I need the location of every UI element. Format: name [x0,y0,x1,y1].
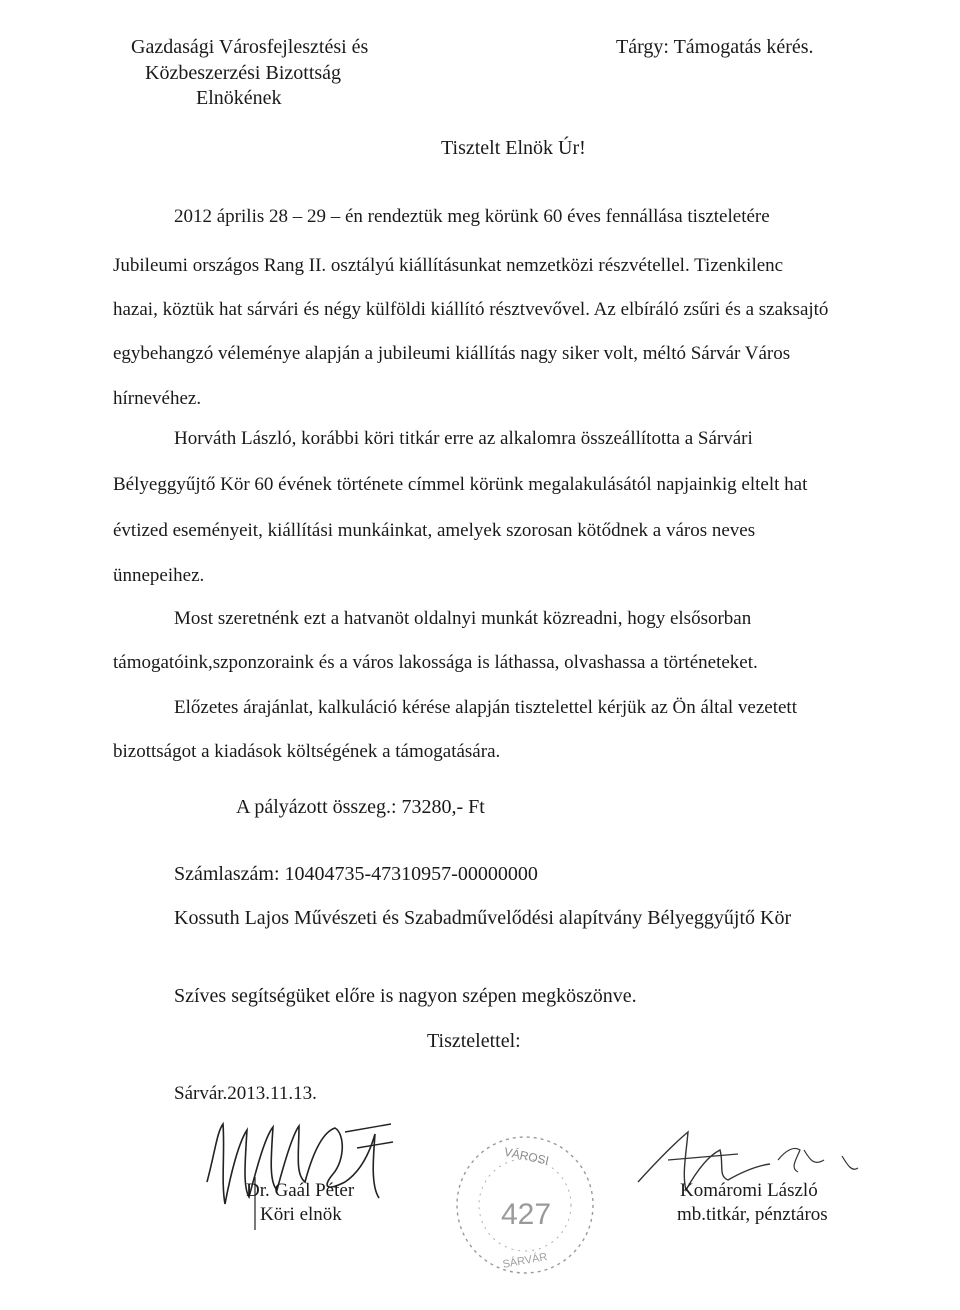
paragraph-3-line-2: támogatóink,szponzoraink és a város lakossága is láthassa, olvashassa a történeteket. [113,652,758,673]
closing: Tisztelettel: [427,1030,521,1052]
salutation: Tisztelt Elnök Úr! [441,137,586,159]
account-number: Számlaszám: 10404735-47310957-00000000 [174,863,538,885]
paragraph-2-line-2: Bélyeggyűjtő Kör 60 évének története címmel körünk megalakulásától napjainkig eltelt hat [113,474,808,495]
subject-line: Tárgy: Támogatás kérés. [616,36,814,58]
right-signer-title: mb.titkár, pénztáros [677,1204,828,1225]
left-signer-title: Köri elnök [260,1204,342,1225]
addressee-line-1: Gazdasági Városfejlesztési és [131,36,369,58]
addressee-line-2: Közbeszerzési Bizottság [145,62,342,84]
requested-amount: A pályázott összeg.: 73280,- Ft [236,796,485,818]
thanks-line: Szíves segítségüket előre is nagyon szépen megköszönve. [174,985,637,1007]
foundation-name: Kossuth Lajos Művészeti és Szabadművelődési alapítvány Bélyeggyűjtő Kör [174,907,792,929]
left-signer-name: Dr. Gaál Péter [246,1180,355,1201]
paragraph-1-line-4: egybehangzó véleménye alapján a jubileumi kiállítás nagy siker volt, méltó Sárvár Város [113,343,791,364]
right-signer-name: Komáromi László [680,1180,818,1201]
addressee-line-3: Elnökének [196,87,282,109]
stamp-number: 427 [501,1198,552,1231]
paragraph-2-line-3: évtized eseményeit, kiállítási munkáinkat, amelyek szorosan kötődnek a város neves [113,520,756,541]
place-date: Sárvár.2013.11.13. [174,1083,317,1104]
paragraph-4-line-2: bizottságot a kiadások költségének a támogatására. [113,741,501,762]
paragraph-1-line-3: hazai, köztük hat sárvári és négy külföldi kiállító résztvevővel. Az elbíráló zsűri és a szaksajtó [113,299,829,320]
paragraph-4-line-1: Előzetes árajánlat, kalkuláció kérése alapján tisztelettel kérjük az Ön által vezetett [174,697,797,718]
paragraph-2-line-4: ünnepeihez. [113,565,205,586]
stamp-top-text: VÁROSI [502,1144,551,1168]
paragraph-1-line-2: Jubileumi országos Rang II. osztályú kiállításunkat nemzetközi részvétellel. Tizenkilenc [113,255,784,276]
association-stamp [445,1130,605,1280]
paragraph-1-line-1: 2012 április 28 – 29 – én rendeztük meg körünk 60 éves fennállása tiszteletére [174,206,770,227]
stamp-bottom-text: SÁRVÁR [501,1251,549,1271]
paragraph-1-line-5: hírnevéhez. [113,388,202,409]
paragraph-2-line-1: Horváth László, korábbi köri titkár erre az alkalomra összeállította a Sárvári [174,428,753,449]
paragraph-3-line-1: Most szeretnénk ezt a hatvanöt oldalnyi munkát közreadni, hogy elsősorban [174,608,752,629]
